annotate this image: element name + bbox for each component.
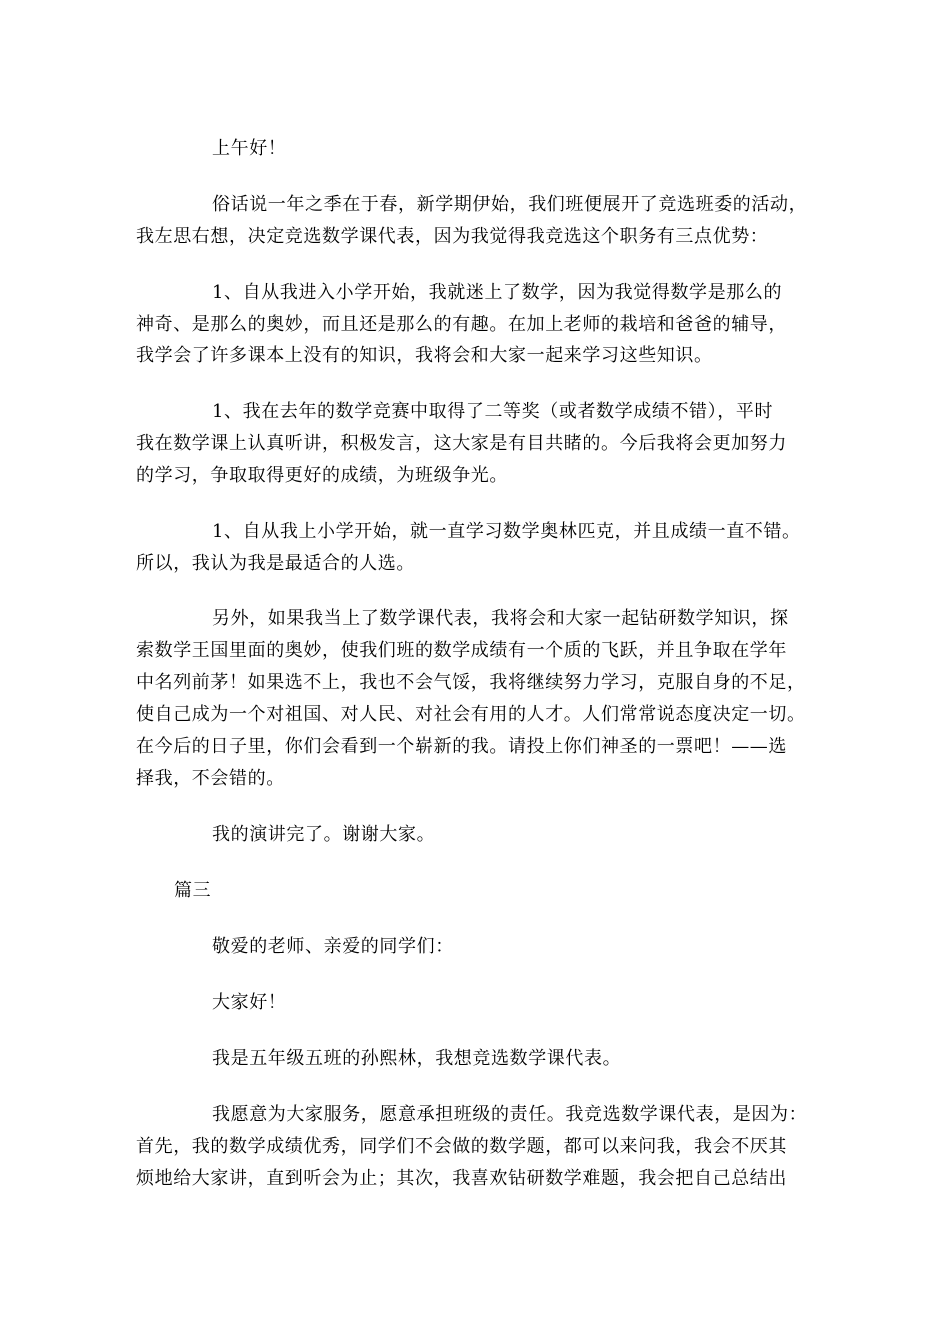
text-line: 首先，我的数学成绩优秀，同学们不会做的数学题，都可以来问我，我会不厌其	[136, 1136, 787, 1157]
text-line: 另外，如果我当上了数学课代表，我将会和大家一起钻研数学知识，探	[212, 608, 789, 629]
text-line: 我是五年级五班的孙熙林，我想竞选数学课代表。	[212, 1048, 622, 1069]
text-line: 在今后的日子里，你们会看到一个崭新的我。请投上你们神圣的一票吧！——选	[136, 736, 787, 757]
text-line: 1、自从我上小学开始，就一直学习数学奥林匹克，并且成绩一直不错。	[212, 521, 801, 542]
text-line: 的学习，争取取得更好的成绩，为班级争光。	[136, 465, 508, 486]
text-line: 上午好！	[212, 138, 287, 159]
text-line: 烦地给大家讲，直到听会为止；其次，我喜欢钻研数学难题，我会把自己总结出	[136, 1168, 787, 1189]
text-line: 我在数学课上认真听讲，积极发言，这大家是有目共睹的。今后我将会更加努力	[136, 433, 787, 454]
text-line: 中名列前茅！如果选不上，我也不会气馁，我将继续努力学习，克服自身的不足，	[136, 672, 806, 693]
text-line: 大家好！	[212, 992, 287, 1013]
text-line: 索数学王国里面的奥妙，使我们班的数学成绩有一个质的飞跃，并且争取在学年	[136, 640, 787, 661]
text-line: 择我，不会错的。	[136, 768, 285, 789]
text-line: 我愿意为大家服务，愿意承担班级的责任。我竞选数学课代表，是因为：	[212, 1104, 808, 1125]
section-heading: 篇三	[174, 880, 212, 901]
text-line: 我学会了许多课本上没有的知识，我将会和大家一起来学习这些知识。	[136, 345, 713, 366]
text-line: 1、我在去年的数学竞赛中取得了二等奖（或者数学成绩不错），平时	[212, 401, 774, 422]
text-line: 使自己成为一个对祖国、对人民、对社会有用的人才。人们常常说态度决定一切。	[136, 704, 806, 725]
text-line: 神奇、是那么的奥妙，而且还是那么的有趣。在加上老师的栽培和爸爸的辅导，	[136, 314, 787, 335]
text-line: 俗话说一年之季在于春，新学期伊始，我们班便展开了竞选班委的活动，	[212, 194, 808, 215]
text-line: 敬爱的老师、亲爱的同学们：	[212, 936, 454, 957]
text-line: 我的演讲完了。谢谢大家。	[212, 824, 436, 845]
text-line: 我左思右想，决定竞选数学课代表，因为我觉得我竞选这个职务有三点优势：	[136, 226, 769, 247]
text-line: 1、自从我进入小学开始，我就迷上了数学，因为我觉得数学是那么的	[212, 282, 783, 303]
text-line: 所以，我认为我是最适合的人选。	[136, 553, 415, 574]
